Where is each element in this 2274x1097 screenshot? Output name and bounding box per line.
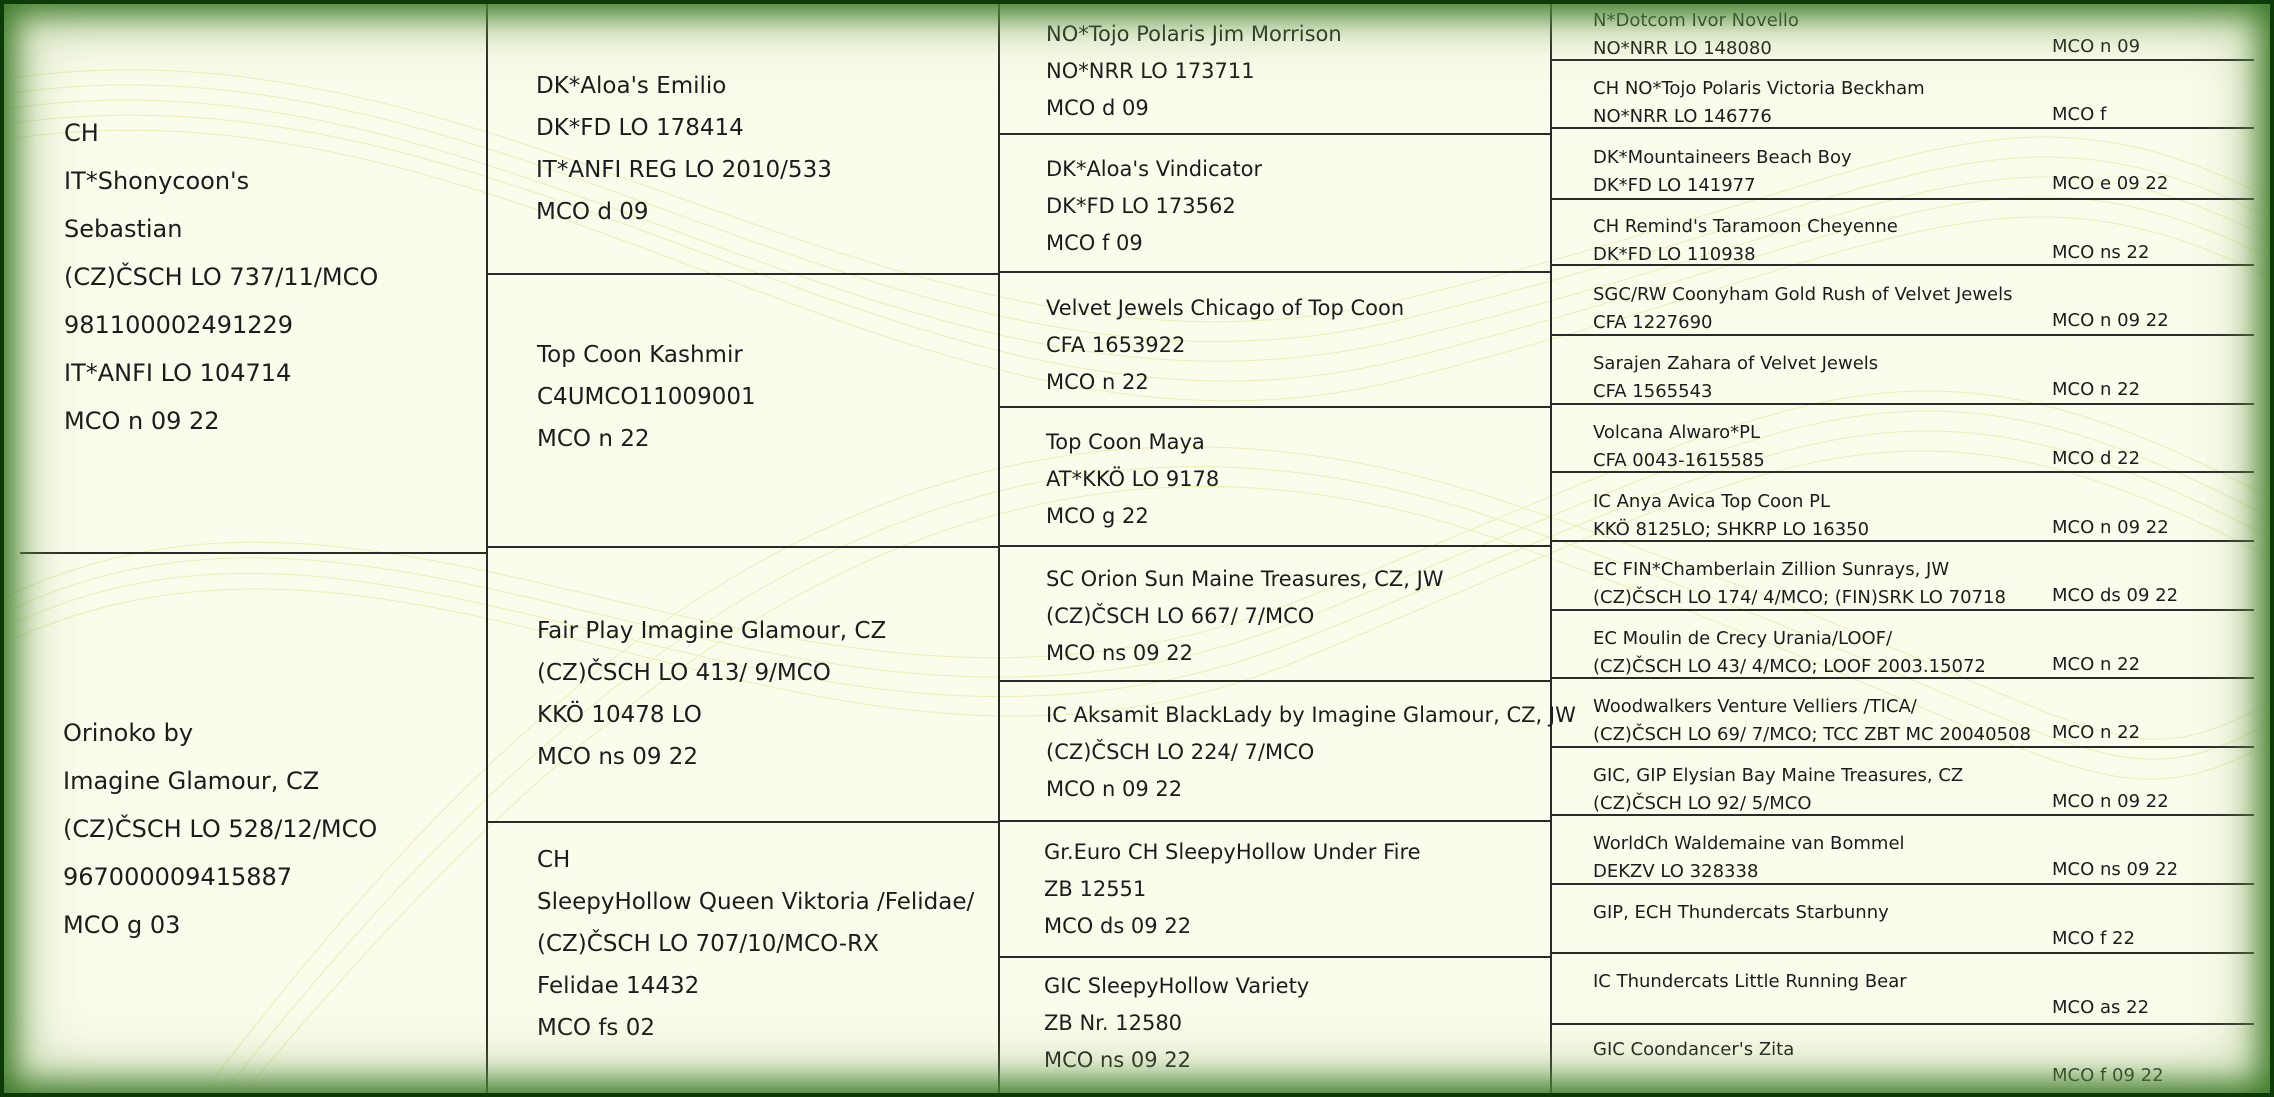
line: ZB 12551 xyxy=(1044,877,1147,901)
ggg-color-code: MCO ns 09 22 xyxy=(2052,859,2179,880)
ggg-registration: DK*FD LO 141977 xyxy=(1593,175,1756,196)
ggg-name: SGC/RW Coonyham Gold Rush of Velvet Jewels xyxy=(1593,284,2013,305)
ggg-registration: DEKZV LO 328338 xyxy=(1593,861,1759,882)
grid-line xyxy=(1552,1023,2254,1025)
grid-line xyxy=(488,821,1000,823)
parent-sire xyxy=(64,109,378,445)
grid-line xyxy=(488,546,1000,548)
line: (CZ)ČSCH LO 667/ 7/MCO xyxy=(1046,604,1315,628)
line: IT*ANFI LO 104714 xyxy=(64,359,292,387)
ggg-registration: KKÖ 8125LO; SHKRP LO 16350 xyxy=(1593,519,1870,540)
line: MCO ds 09 22 xyxy=(1044,914,1192,938)
line: NO*Tojo Polaris Jim Morrison xyxy=(1046,22,1342,46)
line: IC Aksamit BlackLady by Imagine Glamour, CZ, JW xyxy=(1046,703,1576,727)
line: Fair Play Imagine Glamour, CZ xyxy=(537,618,887,644)
line: CH xyxy=(64,119,99,147)
ggg-registration: (CZ)ČSCH LO 69/ 7/MCO; TCC ZBT MC 20040508 xyxy=(1593,724,2031,745)
grid-line xyxy=(1550,0,1552,1097)
grid-line xyxy=(1000,545,1552,547)
grid-line xyxy=(1552,952,2254,954)
ggg-name: Sarajen Zahara of Velvet Jewels xyxy=(1593,353,1879,374)
line: DK*FD LO 178414 xyxy=(536,115,744,141)
ggg-color-code: MCO f 09 22 xyxy=(2052,1065,2164,1086)
ggg-registration: NO*NRR LO 146776 xyxy=(1593,106,1772,127)
ggg-name: Volcana Alwaro*PL xyxy=(1593,422,1760,443)
ggg-name: EC FIN*Chamberlain Zillion Sunrays, JW xyxy=(1593,559,1950,580)
grid-line xyxy=(488,273,1000,275)
line: DK*Aloa's Vindicator xyxy=(1046,157,1263,181)
line: Imagine Glamour, CZ xyxy=(63,767,320,795)
line: MCO f 09 xyxy=(1046,231,1143,255)
ggg-color-code: MCO as 22 xyxy=(2052,997,2150,1018)
line: DK*FD LO 173562 xyxy=(1046,194,1236,218)
line: MCO ns 09 22 xyxy=(537,744,699,770)
line: AT*KKÖ LO 9178 xyxy=(1046,467,1220,491)
ggg-color-code: MCO n 22 xyxy=(2052,379,2141,400)
ggg-name: GIC, GIP Elysian Bay Maine Treasures, CZ xyxy=(1593,765,1964,786)
line: IT*Shonycoon's xyxy=(64,167,250,195)
grid-line xyxy=(1000,956,1552,958)
grandparent-3 xyxy=(537,610,886,778)
line: KKÖ 10478 LO xyxy=(537,702,702,728)
ggg-registration: (CZ)ČSCH LO 92/ 5/MCO xyxy=(1593,793,1812,814)
ggg-color-code: MCO n 22 xyxy=(2052,722,2141,743)
great-grandparent-3 xyxy=(1046,290,1404,401)
great-grandparent-7 xyxy=(1044,834,1421,945)
ggg-name: IC Thundercats Little Running Bear xyxy=(1593,971,1907,992)
parent-dam xyxy=(63,709,377,949)
grid-line xyxy=(1000,406,1552,408)
grid-line xyxy=(20,552,488,554)
ggg-color-code: MCO n 09 22 xyxy=(2052,791,2169,812)
great-grandparent-4 xyxy=(1046,424,1219,535)
ggg-color-code: MCO n 09 xyxy=(2052,36,2141,57)
ggg-registration: (CZ)ČSCH LO 43/ 4/MCO; LOOF 2003.15072 xyxy=(1593,656,1986,677)
line: SC Orion Sun Maine Treasures, CZ, JW xyxy=(1046,567,1444,591)
ggg-registration: DK*FD LO 110938 xyxy=(1593,244,1756,265)
ggg-color-code: MCO n 09 22 xyxy=(2052,310,2169,331)
line: MCO g 22 xyxy=(1046,504,1149,528)
line: Velvet Jewels Chicago of Top Coon xyxy=(1046,296,1405,320)
line: (CZ)ČSCH LO 707/10/MCO-RX xyxy=(537,931,879,957)
ggg-name: IC Anya Avica Top Coon PL xyxy=(1593,491,1830,512)
grid-line xyxy=(1552,334,2254,336)
line: Felidae 14432 xyxy=(537,973,700,999)
line: GIC SleepyHollow Variety xyxy=(1044,974,1310,998)
line: Top Coon Kashmir xyxy=(537,342,743,368)
ggg-name: N*Dotcom Ivor Novello xyxy=(1593,10,1799,31)
ggg-name: DK*Mountaineers Beach Boy xyxy=(1593,147,1852,168)
line: 981100002491229 xyxy=(64,311,294,339)
ggg-name: Woodwalkers Venture Velliers /TICA/ xyxy=(1593,696,1917,717)
ggg-color-code: MCO n 09 22 xyxy=(2052,517,2169,538)
line: 967000009415887 xyxy=(63,863,293,891)
line: Sebastian xyxy=(64,215,183,243)
line: MCO n 09 22 xyxy=(1046,777,1183,801)
ggg-color-code: MCO n 22 xyxy=(2052,654,2141,675)
line: (CZ)ČSCH LO 224/ 7/MCO xyxy=(1046,740,1315,764)
grid-line xyxy=(1552,883,2254,885)
ggg-name: CH Remind's Taramoon Cheyenne xyxy=(1593,216,1898,237)
line: SleepyHollow Queen Viktoria /Felidae/ xyxy=(537,889,975,915)
grid-line xyxy=(1000,820,1552,822)
ggg-registration: (CZ)ČSCH LO 174/ 4/MCO; (FIN)SRK LO 70718 xyxy=(1593,587,2006,608)
line: DK*Aloa's Emilio xyxy=(536,73,727,99)
line: Orinoko by xyxy=(63,719,194,747)
line: MCO d 09 xyxy=(536,199,649,225)
line: CH xyxy=(537,847,571,873)
grid-line xyxy=(1552,198,2254,200)
ggg-registration: NO*NRR LO 148080 xyxy=(1593,38,1772,59)
ggg-name: CH NO*Tojo Polaris Victoria Beckham xyxy=(1593,78,1925,99)
grandparent-4 xyxy=(537,839,974,1049)
grid-line xyxy=(998,0,1000,1097)
ggg-color-code: MCO ns 22 xyxy=(2052,242,2150,263)
ggg-color-code: MCO e 09 22 xyxy=(2052,173,2169,194)
ggg-color-code: MCO d 22 xyxy=(2052,448,2141,469)
ggg-name: WorldCh Waldemaine van Bommel xyxy=(1593,833,1905,854)
line: (CZ)ČSCH LO 737/11/MCO xyxy=(64,263,379,291)
grid-line xyxy=(1000,271,1552,273)
ggg-color-code: MCO f xyxy=(2052,104,2107,125)
great-grandparent-2 xyxy=(1046,151,1262,262)
ggg-name: GIP, ECH Thundercats Starbunny xyxy=(1593,902,1889,923)
great-grandparent-6 xyxy=(1046,697,1576,808)
ggg-registration: CFA 1227690 xyxy=(1593,312,1713,333)
grid-line xyxy=(1552,609,2254,611)
great-grandparent-8 xyxy=(1044,968,1309,1079)
line: C4UMCO11009001 xyxy=(537,384,756,410)
line: NO*NRR LO 173711 xyxy=(1046,59,1255,83)
line: Top Coon Maya xyxy=(1046,430,1205,454)
grid-line xyxy=(486,0,488,1097)
ggg-color-code: MCO f 22 xyxy=(2052,928,2135,949)
line: MCO n 22 xyxy=(1046,370,1149,394)
line: MCO ns 09 22 xyxy=(1046,641,1194,665)
line: Gr.Euro CH SleepyHollow Under Fire xyxy=(1044,840,1421,864)
grid-line xyxy=(1000,680,1552,682)
grandparent-2 xyxy=(537,334,756,460)
grid-line xyxy=(1000,133,1552,135)
line: (CZ)ČSCH LO 413/ 9/MCO xyxy=(537,660,831,686)
line: MCO ns 09 22 xyxy=(1044,1048,1192,1072)
grid-line xyxy=(1552,746,2254,748)
great-grandparent-1 xyxy=(1046,16,1342,127)
grid-line xyxy=(1552,403,2254,405)
ggg-name: EC Moulin de Crecy Urania/LOOF/ xyxy=(1593,628,1893,649)
line: CFA 1653922 xyxy=(1046,333,1186,357)
line: MCO n 09 22 xyxy=(64,407,220,435)
grandparent-1 xyxy=(536,65,832,233)
great-grandparent-5 xyxy=(1046,561,1444,672)
ggg-name: GIC Coondancer's Zita xyxy=(1593,1039,1795,1060)
line: MCO n 22 xyxy=(537,426,650,452)
line: MCO fs 02 xyxy=(537,1015,655,1041)
line: (CZ)ČSCH LO 528/12/MCO xyxy=(63,815,378,843)
line: MCO d 09 xyxy=(1046,96,1149,120)
line: MCO g 03 xyxy=(63,911,181,939)
ggg-registration: CFA 1565543 xyxy=(1593,381,1713,402)
ggg-color-code: MCO ds 09 22 xyxy=(2052,585,2179,606)
line: ZB Nr. 12580 xyxy=(1044,1011,1183,1035)
ggg-registration: CFA 0043-1615585 xyxy=(1593,450,1765,471)
line: IT*ANFI REG LO 2010/533 xyxy=(536,157,832,183)
